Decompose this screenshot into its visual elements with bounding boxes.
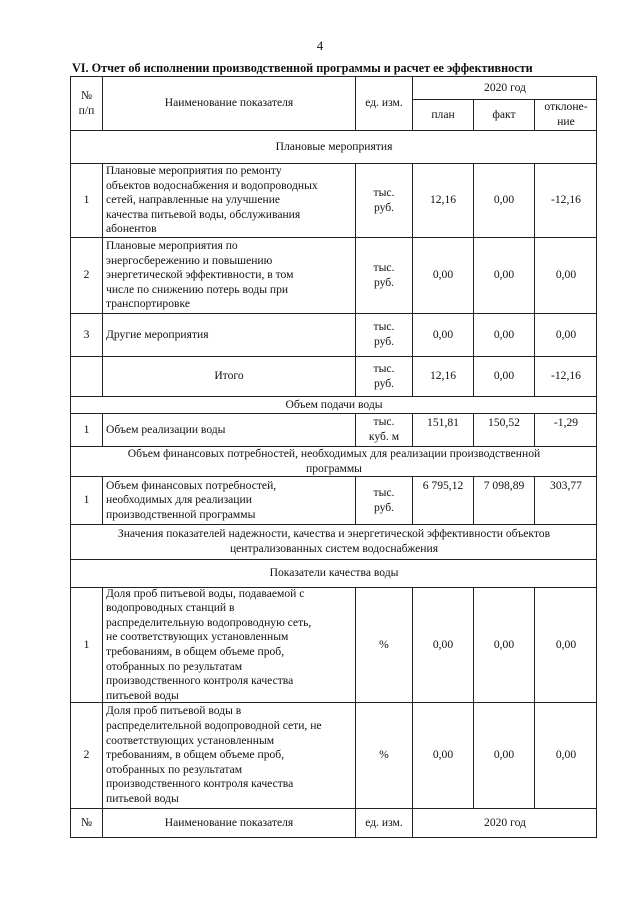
quality-row-2-deviation: 0,00 bbox=[534, 702, 597, 808]
measure-row-1-name: Плановые мероприятия по ремонту объектов водоснабжения и водопроводных сетей, направленные на улучшение качества питьевой воды, обслуживания абонентов bbox=[102, 163, 355, 237]
header-indicator-name: Наименование показателя bbox=[102, 76, 355, 130]
total-row-unit: тыс. руб. bbox=[355, 356, 412, 396]
table-bottom-edge bbox=[70, 837, 597, 838]
total-row-fact: 0,00 bbox=[473, 356, 534, 396]
header-plan: план bbox=[412, 99, 473, 130]
header-unit: ед. изм. bbox=[355, 76, 412, 130]
footer-header-year: 2020 год bbox=[412, 808, 597, 838]
section-water-supply-volume: Объем подачи воды bbox=[70, 396, 597, 413]
volume-row-fact: 150,52 bbox=[473, 413, 534, 446]
footer-header-indicator-name: Наименование показателя bbox=[102, 808, 355, 838]
quality-row-1-number: 1 bbox=[70, 587, 102, 702]
quality-row-1-deviation: 0,00 bbox=[534, 587, 597, 702]
total-row-name: Итого bbox=[102, 356, 355, 396]
section-financial-needs: Объем финансовых потребностей, необходимых для реализации производственной программы bbox=[70, 446, 597, 476]
quality-row-2-plan: 0,00 bbox=[412, 702, 473, 808]
quality-row-1-name: Доля проб питьевой воды, подаваемой с водопроводных станций в распределительную водопроводную сеть, не соответствующих установленным требованиям, в общем объеме проб, отобранных по результатам производственного контроля качества питьевой воды bbox=[102, 587, 355, 702]
financial-row-plan: 6 795,12 bbox=[412, 476, 473, 524]
header-number: № п/п bbox=[70, 76, 102, 130]
page-number: 4 bbox=[316, 38, 324, 53]
quality-row-2-fact: 0,00 bbox=[473, 702, 534, 808]
footer-header-unit: ед. изм. bbox=[355, 808, 412, 838]
header-fact: факт bbox=[473, 99, 534, 130]
quality-row-2-number: 2 bbox=[70, 702, 102, 808]
measure-row-3-fact: 0,00 bbox=[473, 313, 534, 356]
financial-row-unit: тыс. руб. bbox=[355, 476, 412, 524]
footer-header-number: № bbox=[70, 808, 102, 838]
quality-row-2-name: Доля проб питьевой воды в распределительной водопроводной сети, не соответствующих установленным требованиям, в общем объеме проб, отобранных по результатам производственного контроля качества питьевой воды bbox=[102, 702, 355, 808]
quality-row-1-fact: 0,00 bbox=[473, 587, 534, 702]
measure-row-1-unit: тыс. руб. bbox=[355, 163, 412, 237]
measure-row-3-plan: 0,00 bbox=[412, 313, 473, 356]
measure-row-2-deviation: 0,00 bbox=[534, 237, 597, 313]
section-water-quality: Показатели качества воды bbox=[70, 559, 597, 587]
financial-row-deviation: 303,77 bbox=[534, 476, 597, 524]
volume-row-plan: 151,81 bbox=[412, 413, 473, 446]
measure-row-1-fact: 0,00 bbox=[473, 163, 534, 237]
measure-row-2-name: Плановые мероприятия по энергосбережению и повышению энергетической эффективности, в том числе по снижению потерь воды при транспортировке bbox=[102, 237, 355, 313]
header-year: 2020 год bbox=[412, 76, 597, 99]
measure-row-3-number: 3 bbox=[70, 313, 102, 356]
quality-row-1-plan: 0,00 bbox=[412, 587, 473, 702]
measure-row-1-deviation: -12,16 bbox=[534, 163, 597, 237]
measure-row-3-unit: тыс. руб. bbox=[355, 313, 412, 356]
quality-row-1-unit: % bbox=[355, 587, 412, 702]
measure-row-3-name: Другие мероприятия bbox=[102, 313, 355, 356]
financial-row-name: Объем финансовых потребностей, необходимых для реализации производственной программы bbox=[102, 476, 355, 524]
table-right-edge bbox=[596, 76, 597, 838]
header-deviation: отклоне- ние bbox=[534, 99, 597, 130]
volume-row-deviation: -1,29 bbox=[534, 413, 597, 446]
quality-row-2-unit: % bbox=[355, 702, 412, 808]
total-row-plan: 12,16 bbox=[412, 356, 473, 396]
financial-row-fact: 7 098,89 bbox=[473, 476, 534, 524]
volume-row-name: Объем реализации воды bbox=[102, 413, 355, 446]
measure-row-2-number: 2 bbox=[70, 237, 102, 313]
total-row-number bbox=[70, 356, 102, 396]
volume-row-unit: тыс. куб. м bbox=[355, 413, 412, 446]
financial-row-number: 1 bbox=[70, 476, 102, 524]
measure-row-1-number: 1 bbox=[70, 163, 102, 237]
section-planned-measures: Плановые мероприятия bbox=[70, 130, 597, 163]
volume-row-number: 1 bbox=[70, 413, 102, 446]
section-reliability-indicators: Значения показателей надежности, качества и энергетической эффективности объектов централизованных систем водоснабжения bbox=[70, 524, 597, 559]
measure-row-2-fact: 0,00 bbox=[473, 237, 534, 313]
total-row-deviation: -12,16 bbox=[534, 356, 597, 396]
measure-row-3-deviation: 0,00 bbox=[534, 313, 597, 356]
measure-row-2-plan: 0,00 bbox=[412, 237, 473, 313]
measure-row-2-unit: тыс. руб. bbox=[355, 237, 412, 313]
report-title: VI. Отчет об исполнении производственной программы и расчет ее эффективности bbox=[72, 61, 533, 75]
measure-row-1-plan: 12,16 bbox=[412, 163, 473, 237]
